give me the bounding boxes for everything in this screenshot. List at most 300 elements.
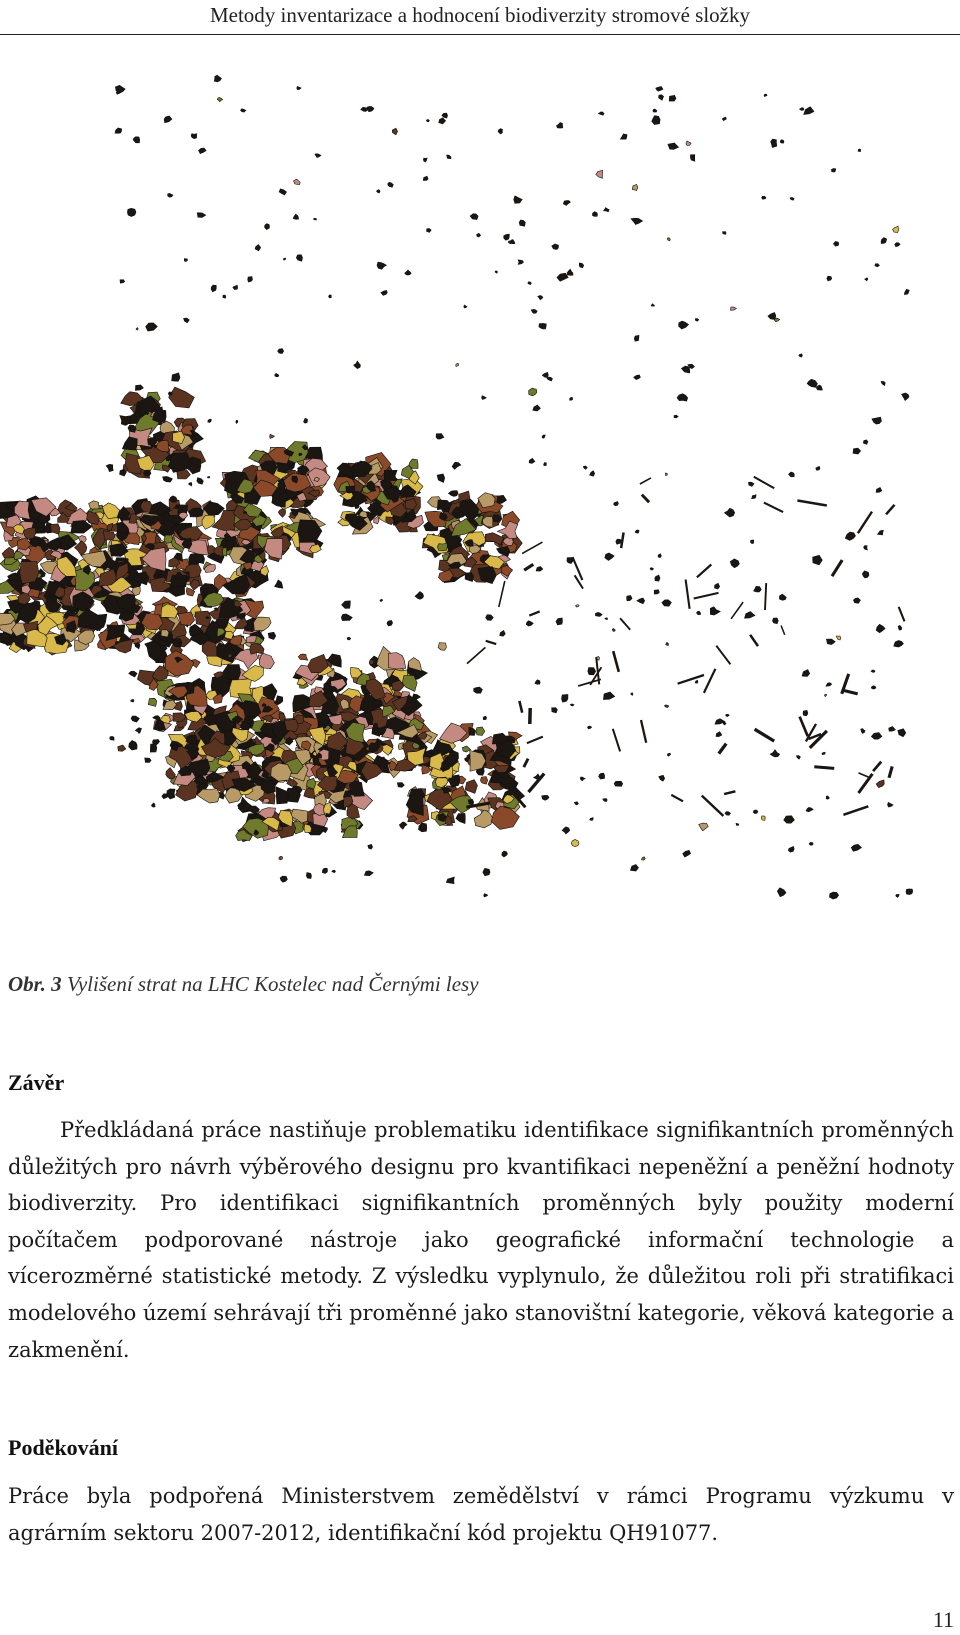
map-stratum-patch: [590, 471, 595, 477]
map-stratum-patch: [145, 758, 151, 763]
map-linear-fragment: [524, 564, 533, 570]
map-linear-fragment: [859, 773, 871, 778]
map-linear-fragment: [800, 717, 808, 737]
map-stratum-patch: [135, 728, 141, 734]
map-linear-fragment: [886, 505, 894, 515]
map-stratum-patch: [539, 323, 546, 329]
running-title: Metody inventarizace a hodnocení biodiverzity stromové složky: [209, 3, 750, 27]
map-stratum-patch: [294, 179, 301, 185]
map-stratum-patch: [686, 141, 691, 146]
map-stratum-patch: [184, 318, 190, 323]
map-stratum-patch: [904, 289, 909, 294]
map-linear-fragment: [755, 729, 775, 741]
map-stratum-patch: [448, 491, 458, 497]
map-stratum-patch: [436, 434, 444, 440]
map-linear-fragment: [529, 611, 539, 615]
map-stratum-patch: [876, 487, 882, 492]
map-stratum-patch: [279, 856, 283, 860]
map-linear-fragment: [797, 501, 826, 506]
map-stratum-patch: [570, 397, 573, 400]
map-stratum-patch: [827, 276, 832, 281]
map-stratum-patch: [826, 683, 832, 687]
conclusion-paragraph: Předkládaná práce nastiňuje problematiku identifikace signifikantních proměnných důležitých pro návrh výběrového designu pro kvantifikaci nepeněžní a peněžní hodnoty biodiverzity. Pro identifikaci signifikantních proměnných byly použity moderní počítačem podporované nástroje jako geografické informační technologie a vícerozměrné statistické metody. Z výsledku vyplynulo, že důležitou roli při stratifikaci modelového území sehrávají tři proměnné jako stanovištní kategorie, věková kategorie a zakmenění.: [8, 1118, 954, 1362]
map-stratum-patch: [254, 617, 272, 631]
map-stratum-patch: [556, 618, 563, 625]
map-stratum-patch: [427, 228, 432, 232]
map-stratum-patch: [143, 470, 151, 476]
map-stratum-patch: [13, 525, 25, 535]
map-stratum-patch: [861, 729, 865, 734]
map-linear-fragment: [640, 478, 651, 484]
map-stratum-patch: [459, 499, 479, 522]
acknowledgements-paragraph: Práce byla podpořená Ministerstvem zemědělství v rámci Programu výzkumu v agrárním sektoru 2007-2012, identifikační kód projektu QH91077.: [8, 1484, 954, 1545]
map-stratum-patch: [557, 273, 568, 281]
map-stratum-patch: [264, 538, 282, 559]
map-stratum-patch: [529, 458, 535, 463]
map-stratum-patch: [474, 687, 483, 693]
map-stratum-patch: [822, 752, 825, 754]
figure-caption-text: Vylišení strat na LHC Kostelec nad Černými lesy: [61, 972, 479, 996]
map-linear-fragment: [522, 542, 542, 554]
map-stratum-patch: [191, 134, 197, 139]
map-linear-fragment: [858, 512, 872, 534]
map-stratum-patch: [148, 698, 157, 706]
map-stratum-patch: [202, 641, 217, 657]
map-stratum-patch: [477, 233, 481, 237]
map-stratum-patch: [631, 218, 643, 224]
map-stratum-patch: [666, 473, 668, 476]
map-stratum-patch: [405, 270, 412, 275]
map-stratum-patch: [278, 509, 285, 517]
map-stratum-patch: [118, 745, 126, 751]
map-stratum-patch: [862, 571, 869, 578]
map-stratum-patch: [816, 385, 822, 390]
map-stratum-patch: [829, 892, 838, 899]
map-stratum-patch: [535, 680, 540, 685]
map-stratum-patch: [538, 295, 543, 299]
map-linear-fragment: [843, 806, 868, 815]
map-stratum-patch: [276, 787, 289, 804]
map-stratum-patch: [634, 375, 641, 380]
map-stratum-patch: [314, 218, 317, 220]
map-stratum-patch: [518, 260, 523, 265]
map-stratum-patch: [322, 827, 327, 833]
map-stratum-patch: [777, 888, 786, 897]
map-linear-fragment: [573, 557, 583, 580]
map-stratum-patch: [641, 857, 645, 860]
map-stratum-patch: [750, 540, 753, 544]
map-stratum-patch: [753, 810, 758, 814]
map-stratum-patch: [612, 629, 615, 632]
map-stratum-patch: [590, 818, 593, 821]
conclusion-heading: Závěr: [8, 1070, 65, 1095]
map-stratum-patch: [498, 129, 503, 134]
map-stratum-patch: [184, 259, 187, 262]
map-stratum-patch: [536, 567, 543, 572]
map-stratum-patch: [442, 113, 448, 118]
map-stratum-patch: [762, 196, 766, 199]
map-stratum-patch: [377, 190, 381, 194]
map-stratum-patch: [465, 573, 474, 582]
map-stratum-patch: [677, 394, 688, 401]
map-linear-fragment: [873, 762, 881, 772]
map-stratum-patch: [825, 694, 827, 696]
map-stratum-patch: [483, 716, 487, 720]
map-stratum-patch: [574, 802, 578, 805]
map-stratum-patch: [875, 264, 880, 267]
map-stratum-patch: [146, 323, 158, 331]
map-stratum-patch: [377, 262, 386, 269]
map-stratum-patch: [667, 753, 670, 756]
map-stratum-patch: [122, 437, 137, 450]
map-stratum-patch: [845, 532, 855, 540]
map-stratum-patch: [438, 643, 446, 651]
map-stratum-patch: [634, 335, 639, 341]
map-stratum-patch: [465, 780, 478, 794]
map-stratum-patch: [255, 245, 261, 251]
map-stratum-patch: [567, 269, 573, 275]
map-stratum-patch: [620, 134, 627, 139]
map-stratum-patch: [865, 278, 868, 281]
map-stratum-patch: [666, 642, 669, 645]
map-linear-fragment: [697, 565, 711, 578]
map-stratum-patch: [772, 618, 778, 624]
map-stratum-patch: [250, 643, 265, 654]
map-stratum-patch: [150, 744, 157, 752]
map-stratum-patch: [652, 116, 660, 125]
map-stratum-patch: [803, 710, 808, 716]
map-stratum-patch: [508, 241, 510, 244]
map-stratum-patch: [894, 641, 904, 648]
map-stratum-patch: [749, 482, 755, 486]
map-stratum-patch: [207, 476, 210, 478]
map-stratum-patch: [552, 708, 558, 713]
map-stratum-patch: [474, 809, 492, 828]
map-stratum-patch: [136, 328, 138, 330]
map-stratum-patch: [115, 128, 122, 133]
map-stratum-patch: [726, 714, 730, 716]
figure-label: Obr. 3: [8, 972, 62, 996]
map-stratum-patch: [831, 169, 835, 173]
map-stratum-patch: [151, 803, 155, 807]
map-stratum-patch: [799, 354, 803, 357]
map-linear-fragment: [719, 744, 726, 754]
map-stratum-patch: [164, 535, 173, 543]
map-stratum-patch: [502, 851, 508, 857]
map-stratum-patch: [388, 182, 394, 187]
map-stratum-patch: [690, 155, 694, 162]
map-stratum-patch: [771, 139, 777, 147]
map-linear-fragment: [810, 731, 827, 748]
map-linear-fragment: [642, 495, 649, 503]
map-stratum-patch: [724, 508, 734, 517]
map-stratum-patch: [423, 158, 427, 162]
map-stratum-patch: [630, 865, 638, 872]
map-stratum-patch: [470, 214, 478, 220]
map-stratum-patch: [446, 877, 454, 884]
map-stratum-patch: [871, 670, 875, 672]
map-stratum-patch: [133, 137, 140, 143]
map-stratum-patch: [632, 184, 638, 190]
map-stratum-patch: [135, 643, 140, 649]
map-linear-fragment: [613, 729, 620, 752]
map-stratum-patch: [604, 208, 610, 212]
map-stratum-patch: [588, 668, 596, 675]
map-stratum-patch: [863, 440, 868, 445]
map-stratum-patch: [195, 611, 211, 627]
map-stratum-patch: [248, 277, 253, 282]
map-stratum-patch: [415, 592, 424, 600]
map-stratum-patch: [716, 732, 722, 737]
map-linear-fragment: [486, 641, 497, 644]
map-stratum-patch: [715, 583, 720, 589]
map-stratum-patch: [605, 618, 608, 620]
map-stratum-patch: [668, 143, 679, 150]
map-stratum-patch: [731, 307, 737, 310]
map-stratum-patch: [439, 118, 446, 124]
map-stratum-patch: [2, 547, 14, 558]
map-stratum-patch: [342, 601, 351, 609]
map-stratum-patch: [387, 621, 393, 626]
map-stratum-patch: [784, 816, 795, 823]
map-stratum-patch: [816, 466, 820, 470]
map-stratum-patch: [725, 812, 731, 816]
map-stratum-patch: [681, 366, 689, 373]
map-stratum-patch: [161, 604, 178, 618]
map-stratum-patch: [402, 676, 417, 692]
map-stratum-patch: [881, 238, 887, 244]
map-stratum-patch: [858, 149, 861, 152]
map-stratum-patch: [120, 280, 125, 283]
map-stratum-patch: [699, 823, 709, 831]
map-stratum-patch: [723, 232, 726, 235]
map-stratum-patch: [189, 483, 192, 486]
map-linear-fragment: [754, 477, 774, 488]
map-stratum-patch: [163, 476, 173, 482]
map-stratum-patch: [236, 420, 238, 423]
map-stratum-patch: [437, 474, 445, 483]
map-stratum-patch: [631, 693, 633, 696]
map-stratum-patch: [570, 704, 574, 706]
map-stratum-patch: [533, 405, 541, 411]
map-stratum-patch: [779, 594, 786, 600]
map-stratum-patch: [211, 285, 216, 292]
map-stratum-patch: [306, 873, 311, 879]
map-stratum-patch: [161, 630, 169, 637]
map-stratum-patch: [650, 568, 653, 570]
map-stratum-patch: [354, 361, 361, 369]
map-stratum-patch: [127, 208, 136, 216]
map-stratum-patch: [464, 305, 467, 308]
map-stratum-patch: [895, 243, 900, 247]
map-stratum-patch: [872, 417, 882, 424]
map-stratum-patch: [280, 876, 287, 882]
map-stratum-patch: [167, 789, 175, 799]
map-stratum-patch: [664, 705, 668, 708]
map-stratum-patch: [275, 373, 279, 376]
map-linear-fragment: [859, 774, 873, 793]
map-stratum-patch: [484, 894, 488, 897]
map-linear-fragment: [686, 580, 690, 609]
map-linear-fragment: [613, 651, 619, 672]
map-stratum-patch: [813, 555, 823, 565]
map-stratum-patch: [906, 889, 913, 895]
map-stratum-patch: [754, 586, 762, 592]
map-stratum-patch: [876, 624, 885, 633]
map-stratum-patch: [544, 463, 547, 466]
map-stratum-patch: [476, 727, 485, 735]
map-stratum-patch: [800, 108, 805, 111]
map-stratum-patch: [695, 680, 698, 683]
map-stratum-patch: [315, 154, 321, 158]
map-stratum-patch: [110, 736, 114, 740]
map-stratum-patch: [322, 868, 327, 873]
map-stratum-patch: [807, 379, 817, 387]
map-stratum-patch: [172, 373, 180, 381]
map-stratum-patch: [764, 94, 767, 96]
map-stratum-patch: [106, 464, 113, 471]
map-stratum-patch: [667, 238, 670, 241]
map-linear-fragment: [750, 635, 758, 646]
map-stratum-patch: [836, 636, 841, 640]
map-stratum-patch: [164, 116, 172, 123]
map-stratum-patch: [380, 599, 383, 601]
map-stratum-patch: [265, 224, 270, 230]
map-stratum-patch: [697, 611, 701, 615]
map-stratum-patch: [482, 396, 487, 400]
map-stratum-patch: [871, 686, 876, 690]
map-stratum-patch: [593, 212, 598, 217]
map-stratum-patch: [806, 807, 813, 811]
map-stratum-patch: [500, 630, 506, 636]
map-stratum-patch: [456, 363, 459, 366]
map-stratum-patch: [456, 813, 465, 823]
map-stratum-patch: [833, 241, 838, 246]
map-stratum-patch: [683, 850, 691, 857]
map-stratum-patch: [332, 870, 336, 873]
map-stratum-patch: [637, 598, 645, 604]
map-stratum-patch: [653, 109, 657, 112]
map-stratum-patch: [341, 614, 352, 621]
map-stratum-patch: [447, 155, 451, 159]
map-stratum-patch: [745, 612, 756, 619]
map-stratum-patch: [259, 653, 274, 669]
map-stratum-patch: [199, 148, 207, 154]
map-stratum-patch: [898, 625, 902, 630]
page-number: 11: [932, 1607, 954, 1632]
map-stratum-patch: [169, 387, 195, 408]
map-stratum-patch: [462, 746, 470, 752]
map-stratum-patch: [75, 541, 87, 556]
map-stratum-patch: [189, 508, 203, 517]
map-stratum-patch: [293, 214, 298, 219]
map-stratum-patch: [418, 823, 426, 832]
map-stratum-patch: [893, 226, 899, 232]
map-linear-fragment: [716, 646, 730, 665]
map-linear-fragment: [678, 675, 704, 684]
map-stratum-patch: [186, 735, 197, 744]
map-stratum-patch: [297, 86, 301, 89]
map-stratum-patch: [542, 435, 545, 438]
map-stratum-patch: [542, 795, 549, 800]
map-stratum-patch: [876, 780, 884, 788]
map-stratum-patch: [452, 462, 461, 469]
map-stratum-patch: [355, 505, 360, 509]
map-linear-fragment: [764, 503, 783, 512]
running-header: [0, 0, 960, 35]
map-linear-fragment: [832, 560, 842, 576]
map-stratum-patch: [627, 595, 633, 600]
map-stratum-patch: [651, 304, 654, 307]
map-stratum-patch: [178, 612, 195, 626]
map-stratum-patch: [480, 777, 487, 785]
map-stratum-patch: [223, 295, 226, 298]
map-stratum-patch: [877, 530, 883, 535]
map-stratum-patch: [659, 95, 664, 101]
map-stratum-patch: [469, 727, 476, 735]
map-stratum-patch: [131, 700, 135, 703]
map-stratum-patch: [278, 349, 284, 354]
map-linear-fragment: [467, 647, 485, 663]
map-stratum-patch: [826, 639, 835, 645]
map-stratum-patch: [752, 495, 757, 499]
map-stratum-patch: [864, 546, 868, 550]
map-stratum-patch: [172, 744, 178, 751]
map-stratum-patch: [761, 816, 765, 820]
map-stratum-patch: [407, 515, 413, 520]
map-stratum-patch: [296, 255, 302, 261]
map-linear-fragment: [499, 581, 505, 607]
map-stratum-patch: [583, 466, 587, 469]
map-stratum-patch: [674, 415, 678, 418]
map-stratum-patch: [411, 670, 414, 672]
map-stratum-patch: [730, 559, 739, 568]
map-stratum-patch: [166, 768, 176, 780]
map-stratum-patch: [373, 723, 378, 729]
map-stratum-patch: [381, 291, 387, 296]
map-stratum-patch: [695, 319, 698, 322]
map-stratum-patch: [483, 868, 490, 875]
map-stratum-patch: [669, 95, 676, 101]
map-stratum-patch: [423, 176, 428, 180]
map-stratum-patch: [233, 285, 238, 289]
map-stratum-patch: [168, 193, 173, 197]
map-stratum-patch: [542, 372, 548, 378]
map-stratum-patch: [768, 313, 776, 320]
strata-map: [0, 56, 960, 936]
map-stratum-patch: [426, 120, 429, 122]
map-stratum-patch: [603, 799, 608, 802]
map-stratum-patch: [369, 660, 374, 665]
map-stratum-patch: [384, 470, 397, 481]
map-stratum-patch: [526, 621, 533, 626]
map-stratum-patch: [659, 775, 665, 781]
map-stratum-patch: [495, 271, 498, 273]
map-linear-fragment: [694, 593, 719, 599]
strata-map-figure: [0, 56, 960, 936]
map-stratum-patch: [654, 590, 659, 594]
map-linear-fragment: [578, 679, 601, 686]
map-stratum-patch: [562, 827, 570, 834]
map-stratum-patch: [197, 478, 204, 485]
map-stratum-patch: [853, 448, 861, 454]
map-stratum-patch: [658, 554, 661, 558]
map-stratum-patch: [614, 502, 619, 506]
map-stratum-patch: [789, 472, 795, 477]
map-stratum-patch: [804, 107, 814, 115]
map-stratum-patch: [736, 823, 739, 825]
map-stratum-patch: [511, 240, 515, 244]
